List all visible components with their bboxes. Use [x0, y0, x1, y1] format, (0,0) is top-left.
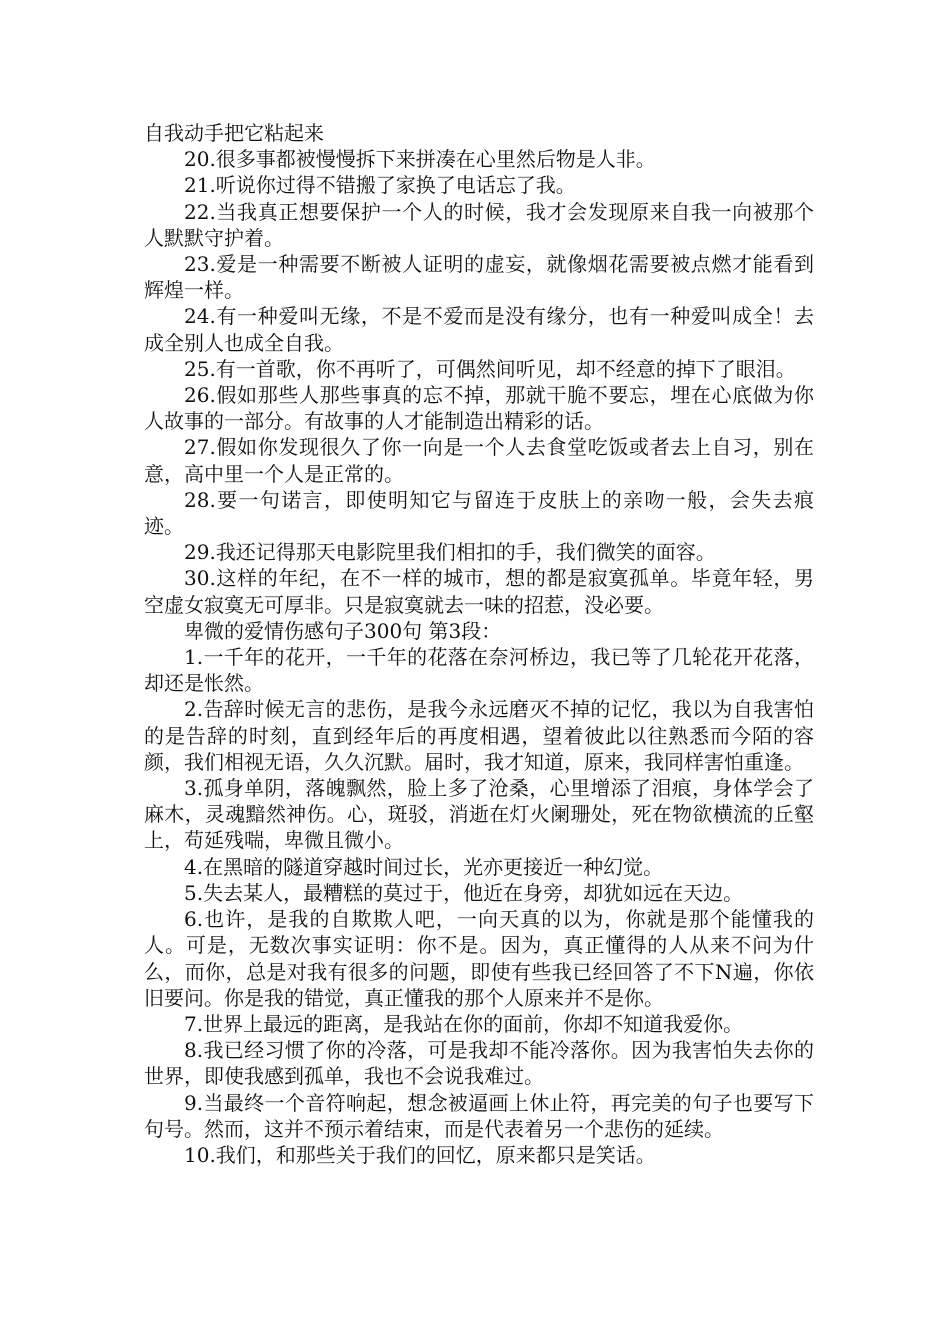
paragraph-continuation: 自我动手把它粘起来: [144, 121, 324, 145]
paragraph-item-3: 3.孤身单阴，落魄飘然，脸上多了沧桑，心里增添了泪痕，身体学会了麻木，灵魂黯然神伤。心，斑驳，消逝在灯火阑珊处，死在物欲横流的丘壑上，苟延残喘，卑微且微小。: [144, 776, 814, 853]
paragraph-item-21: 21.听说你过得不错搬了家换了电话忘了我。: [184, 173, 576, 198]
paragraph-item-23: 23.爱是一种需要不断被人证明的虚妄，就像烟花需要被点燃才能看到辉煌一样。: [144, 252, 814, 303]
paragraph-item-24: 24.有一种爱叫无缘，不是不爱而是没有缘分，也有一种爱叫成全！去成全别人也成全自我。: [144, 304, 814, 355]
paragraph-item-8: 8.我已经习惯了你的冷落，可是我却不能冷落你。因为我害怕失去你的世界，即使我感到孤单，我也不会说我难过。: [144, 1038, 814, 1089]
paragraph-item-22: 22.当我真正想要保护一个人的时候，我才会发现原来自我一向被那个人默默守护着。: [144, 199, 814, 250]
paragraph-item-28: 28.要一句诺言，即使明知它与留连于皮肤上的亲吻一般，会失去痕迹。: [144, 487, 814, 539]
paragraph-item-7: 7.世界上最远的距离，是我站在你的面前，你却不知道我爱你。: [184, 1011, 744, 1036]
paragraph-item-5: 5.失去某人，最糟糕的莫过于，他近在身旁，却犹如远在天边。: [184, 880, 744, 905]
section-heading: 卑微的爱情伤感句子300句 第3段：: [184, 618, 502, 643]
paragraph-item-2: 2.告辞时候无言的悲伤，是我今永远磨灭不掉的记忆，我以为自我害怕的是告辞的时刻，直到经年后的再度相遇，望着彼此以往熟悉而今陌的容颜，我们相视无语，久久沉默。届时，我才知道，原来，我同样害怕重逢。: [144, 697, 814, 774]
paragraph-item-20: 20.很多事都被慢慢拆下来拼凑在心里然后物是人非。: [184, 147, 656, 172]
paragraph-item-1: 1.一千年的花开，一千年的花落在奈河桥边，我已等了几轮花开花落，却还是怅然。: [144, 645, 814, 696]
paragraph-item-10: 10.我们，和那些关于我们的回忆，原来都只是笑话。: [184, 1142, 656, 1167]
document-body: [144, 120, 814, 1168]
paragraph-item-26: 26.假如那些人那些事真的忘不掉，那就干脆不要忘，埋在心底做为你人故事的一部分。有故事的人才能制造出精彩的话。: [144, 383, 814, 434]
paragraph-item-30: 30.这样的年纪，在不一样的城市，想的都是寂寞孤单。毕竟年轻，男空虚女寂寞无可厚非。只是寂寞就去一味的招惹，没必要。: [144, 566, 814, 617]
paragraph-item-6: 6.也许，是我的自欺欺人吧，一向天真的以为，你就是那个能懂我的人。可是，无数次事实证明：你不是。因为，真正懂得的人从来不问为什么，而你，总是对我有很多的问题，即使有些我已经回答了不下N遍，你依旧要问。你是我的错觉，真正懂我的那个人原来并不是你。: [144, 907, 814, 1010]
paragraph-item-29: 29.我还记得那天电影院里我们相扣的手，我们微笑的面容。: [184, 540, 716, 565]
paragraph-item-4: 4.在黑暗的隧道穿越时间过长，光亦更接近一种幻觉。: [184, 854, 664, 879]
paragraph-item-9: 9.当最终一个音符响起，想念被逼画上休止符，再完美的句子也要写下句号。然而，这并不预示着结束，而是代表着另一个悲伤的延续。: [144, 1090, 814, 1141]
paragraph-item-27: 27.假如你发现很久了你一向是一个人去食堂吃饭或者去上自习，别在意，高中里一个人是正常的。: [144, 435, 814, 486]
paragraph-item-25: 25.有一首歌，你不再听了，可偶然间听见，却不经意的掉下了眼泪。: [184, 356, 796, 381]
